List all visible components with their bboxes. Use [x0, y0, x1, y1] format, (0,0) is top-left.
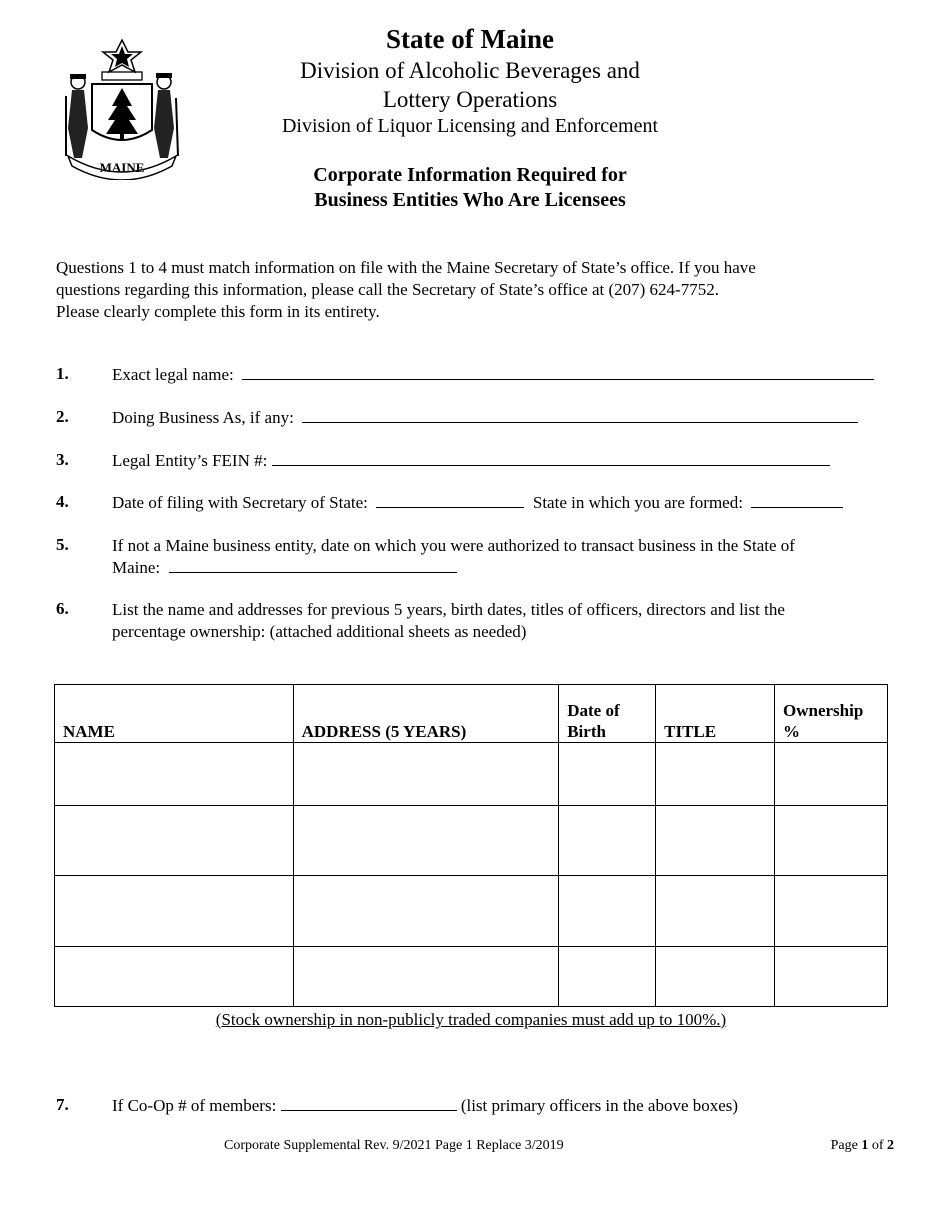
question-label: If Co-Op # of members:	[112, 1096, 277, 1115]
question-label: Date of filing with Secretary of State:	[112, 493, 368, 512]
question-dba	[112, 407, 858, 429]
name-cell[interactable]	[55, 876, 294, 947]
question-number: 5.	[56, 535, 69, 554]
footer-page-number	[831, 1138, 894, 1154]
dob-cell[interactable]	[559, 947, 656, 1007]
question-filing-date	[112, 492, 843, 514]
page-label: Page	[830, 1138, 858, 1153]
svg-text:MAINE: MAINE	[99, 160, 145, 175]
state-formed-field[interactable]	[751, 492, 843, 508]
address-cell[interactable]	[293, 947, 559, 1007]
header-division-line1: Division of Alcoholic Beverages and	[300, 58, 640, 83]
question-number: 2.	[56, 407, 69, 426]
table-row	[55, 743, 888, 806]
footer-revision: Corporate Supplemental Rev. 9/2021 Page 1 Replace 3/2019	[224, 1138, 564, 1153]
table-header-row	[55, 685, 888, 743]
question-label: Exact legal name:	[112, 365, 234, 384]
header-line: Ownership	[783, 701, 864, 720]
intro-line: Please clearly complete this form in its entirety.	[56, 302, 380, 321]
question-line-2	[112, 557, 795, 579]
state-seal-icon	[62, 38, 182, 180]
question-label: Legal Entity’s FEIN #:	[112, 451, 268, 470]
intro-paragraph	[56, 257, 896, 323]
title-cell[interactable]	[656, 743, 775, 806]
header-division-line2: Lottery Operations	[382, 87, 558, 112]
header-line: %	[783, 722, 800, 741]
question-number: 6.	[56, 599, 69, 618]
title-cell[interactable]	[656, 947, 775, 1007]
column-header-ownership	[775, 685, 888, 743]
table-row	[55, 876, 888, 947]
page-of-label: of	[871, 1138, 884, 1153]
question-fein	[112, 450, 830, 472]
question-label: Doing Business As, if any:	[112, 408, 294, 427]
intro-line: Questions 1 to 4 must match information on file with the Maine Secretary of State’s office. If you have	[56, 258, 756, 277]
form-title-line1: Corporate Information Required for	[313, 164, 627, 186]
question-label: Maine:	[112, 558, 161, 577]
form-title-line2: Business Entities Who Are Licensees	[314, 189, 626, 211]
question-officers	[112, 599, 785, 643]
column-header-name: NAME	[55, 685, 294, 743]
intro-line: questions regarding this information, please call the Secretary of State’s office at (207) 624-7752.	[56, 280, 719, 299]
question-coop	[112, 1095, 738, 1117]
ownership-cell[interactable]	[775, 806, 888, 876]
dob-cell[interactable]	[559, 876, 656, 947]
address-cell[interactable]	[293, 806, 559, 876]
title-cell[interactable]	[656, 806, 775, 876]
question-number: 7.	[56, 1095, 69, 1114]
name-cell[interactable]	[55, 806, 294, 876]
question-label-state: State in which you are formed:	[532, 493, 743, 512]
question-number: 1.	[56, 364, 69, 383]
question-number: 3.	[56, 450, 69, 469]
question-legal-name	[112, 364, 874, 386]
table-row	[55, 806, 888, 876]
page-total: 2	[887, 1138, 894, 1153]
address-cell[interactable]	[293, 743, 559, 806]
name-cell[interactable]	[55, 947, 294, 1007]
question-line: List the name and addresses for previous 5 years, birth dates, titles of officers, directors and list the	[112, 600, 785, 619]
ownership-note	[54, 1010, 888, 1030]
fein-field[interactable]	[272, 450, 830, 466]
dba-field[interactable]	[302, 407, 858, 423]
authorization-date-field[interactable]	[169, 557, 457, 573]
title-cell[interactable]	[656, 876, 775, 947]
question-number: 4.	[56, 492, 69, 511]
address-cell[interactable]	[293, 876, 559, 947]
header-line: Date of	[567, 701, 620, 720]
column-header-dob	[559, 685, 656, 743]
ownership-cell[interactable]	[775, 876, 888, 947]
ownership-note-text: (Stock ownership in non-publicly traded companies must add up to 100%.)	[215, 1010, 727, 1029]
name-cell[interactable]	[55, 743, 294, 806]
table-row	[55, 947, 888, 1007]
question-suffix: (list primary officers in the above boxes)	[460, 1096, 739, 1115]
coop-members-field[interactable]	[281, 1095, 457, 1111]
ownership-cell[interactable]	[775, 947, 888, 1007]
question-line: If not a Maine business entity, date on which you were authorized to transact business in the State of	[112, 536, 795, 555]
header-state: State of Maine	[386, 24, 554, 54]
question-authorization	[112, 535, 795, 579]
dob-cell[interactable]	[559, 806, 656, 876]
column-header-address: ADDRESS (5 YEARS)	[293, 685, 559, 743]
page-current: 1	[861, 1138, 869, 1153]
column-header-title: TITLE	[656, 685, 775, 743]
dob-cell[interactable]	[559, 743, 656, 806]
officers-table	[54, 684, 888, 1007]
question-line: percentage ownership: (attached additional sheets as needed)	[112, 622, 527, 641]
filing-date-field[interactable]	[376, 492, 524, 508]
header-line: Birth	[567, 722, 606, 741]
ownership-cell[interactable]	[775, 743, 888, 806]
legal-name-field[interactable]	[242, 364, 874, 380]
header-division-liquor: Division of Liquor Licensing and Enforcement	[281, 115, 658, 137]
